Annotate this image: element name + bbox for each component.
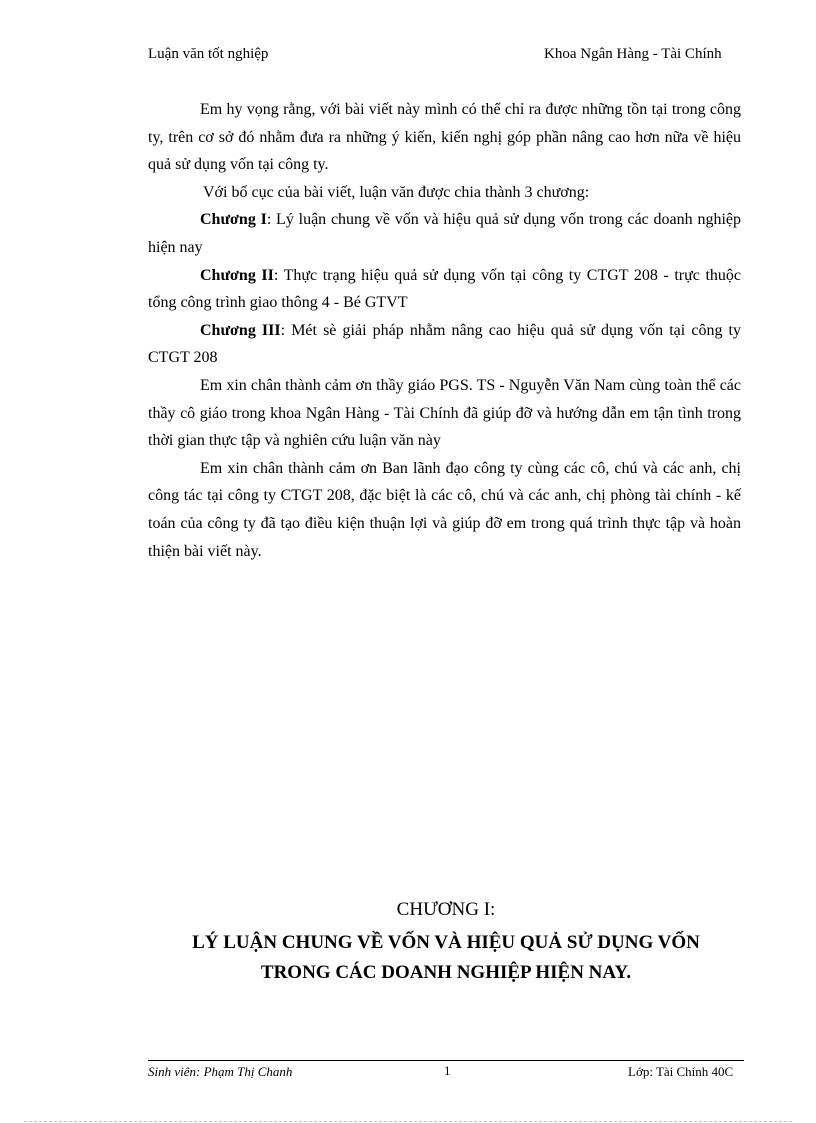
chapter-title-line-1: LÝ LUẬN CHUNG VỀ VỐN VÀ HIỆU QUẢ SỬ DỤNG VỐN: [192, 932, 700, 953]
chapter-2-text: : Thực trạng hiệu quả sử dụng vốn tại công ty CTGT 208 - trực thuộc tổng công trình giao thông 4 - Bé GTVT: [148, 266, 741, 312]
paragraph-chapter-1: [148, 206, 741, 261]
chapter-3-label: Chương III: [200, 321, 281, 339]
footer-page-number: 1: [444, 1063, 451, 1078]
paragraph-intro: Em hy vọng rằng, với bài viết này mình có thể chỉ ra được những tồn tại trong công ty, trên cơ sở đó nhằm đưa ra những ý kiến, kiến nghị góp phần nâng cao hơn nữa về hiệu quả sử dụng vốn tại công ty.: [148, 101, 741, 174]
page-header-right: Khoa Ngân Hàng - Tài Chính: [544, 46, 722, 62]
chapter-1-text: : Lý luận chung về vốn và hiệu quả sử dụng vốn trong các doanh nghiệp hiện nay: [148, 211, 741, 256]
body-text: [148, 96, 741, 565]
paragraph-thanks-advisor: Em xin chân thành cảm ơn thầy giáo PGS. TS - Nguyễn Văn Nam cùng toàn thể các thầy cô giáo trong khoa Ngân Hàng - Tài Chính đã giúp đỡ và hướng dẫn em tận tình trong thời gian thực tập và nghiên cứu luận văn này: [148, 376, 741, 450]
paragraph-structure: Với bố cục của bài viết, luận văn được chia thành 3 chương:: [203, 183, 590, 201]
chapter-3-text: : Mét sè giải pháp nhằm nâng cao hiệu quả sử dụng vốn tại công ty CTGT 208: [148, 321, 742, 367]
page-bottom-edge: [24, 1121, 792, 1122]
footer-divider: [148, 1060, 744, 1061]
chapter-heading: [148, 898, 744, 988]
paragraph-thanks-company: Em xin chân thành cảm ơn Ban lãnh đạo công ty cùng các cô, chú và các anh, chị công tác tại công ty CTGT 208, đặc biệt là các cô, chú và các anh, chị phòng tài chính - kế toán của công ty đã tạo điều kiện thuận lợi và giúp đỡ em trong quá trình thực tập và hoàn thiện bài viết này.: [148, 459, 741, 560]
footer-student: Sinh viên: Phạm Thị Chanh: [148, 1064, 293, 1079]
chapter-2-label: Chương II: [200, 266, 274, 284]
paragraph-chapter-3: [148, 317, 741, 372]
chapter-number: CHƯƠNG I:: [396, 899, 496, 920]
page-header-left: Luận văn tốt nghiệp: [148, 46, 269, 62]
paragraph-chapter-2: [148, 262, 741, 317]
chapter-1-label: Chương I: [200, 211, 267, 229]
chapter-title: [148, 928, 744, 988]
chapter-title-line-2: TRONG CÁC DOANH NGHIỆP HIỆN NAY.: [260, 962, 632, 983]
footer-class: Lớp: Tài Chính 40C: [628, 1064, 734, 1079]
